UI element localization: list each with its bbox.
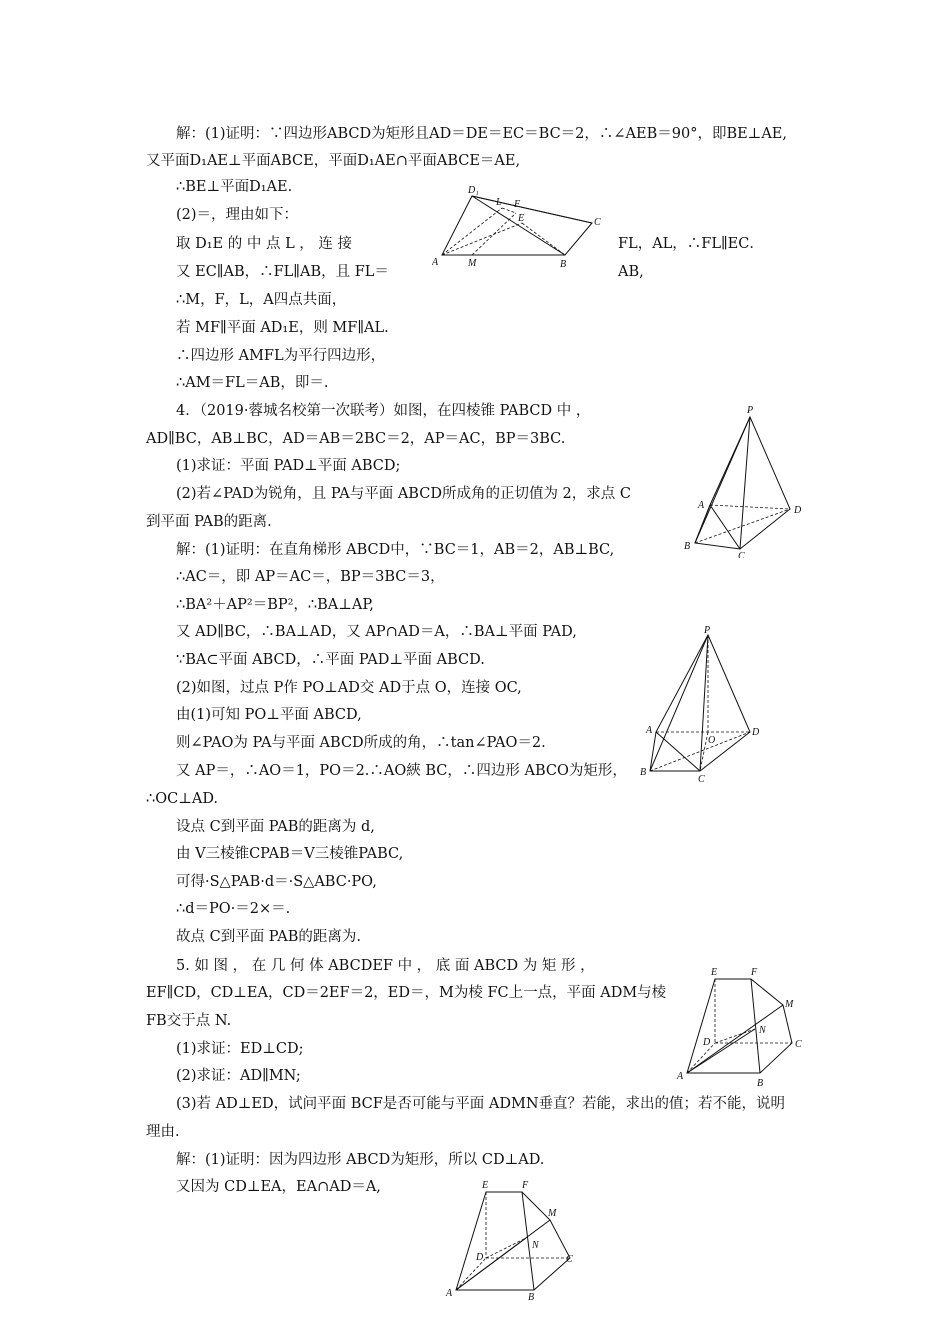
fig3-label: B xyxy=(640,767,647,778)
fig4-label: C xyxy=(795,1039,802,1050)
text-line: 理由. xyxy=(146,1124,180,1140)
fig2-outline xyxy=(695,417,790,549)
fig1-label: L xyxy=(496,197,502,208)
fig1-label: B xyxy=(560,259,567,270)
fig1-dash-mf xyxy=(472,213,516,255)
fig5-label: B xyxy=(528,1292,535,1303)
fig4-label: A xyxy=(677,1071,684,1082)
text-line: 又 AD∥BC，∴BA⊥AD，又 AP∩AD＝A，∴BA⊥平面 PAD, xyxy=(176,624,577,640)
text-line: 取 D₁E 的 中 点 L ， 连 接 xyxy=(176,236,353,252)
figure-folded-quad xyxy=(432,183,617,273)
text-line: 又 EC∥AB，∴FL∥AB，且 FL＝ xyxy=(176,264,389,280)
fig3-outline xyxy=(650,635,750,771)
figure-pyramid-2 xyxy=(638,625,768,785)
text-line: (3)若 AD⊥ED，试问平面 BCF是否可能与平面 ADMN垂直？若能，求出的值；若不能，说明 xyxy=(176,1096,786,1112)
text-line: ∴BE⊥平面D₁AE. xyxy=(176,179,293,195)
text-line: (1)求证：ED⊥CD; xyxy=(176,1041,304,1057)
fig5-label: D xyxy=(476,1252,484,1263)
fig5-label: F xyxy=(522,1180,529,1191)
text-line: 设点 C到平面 PAB的距离为 d, xyxy=(176,819,375,835)
fig2-label: A xyxy=(698,500,705,511)
text-line: ∴BA²＋AP²＝BP²，∴BA⊥AP, xyxy=(176,597,374,613)
fig4-label: B xyxy=(757,1078,764,1089)
text-line: ∴AM＝FL＝AB，即＝. xyxy=(176,375,329,391)
fig1-label: C xyxy=(594,217,601,228)
fig4-dash-dn xyxy=(715,1029,755,1043)
fig1-label: M xyxy=(468,258,477,269)
text-line: 若 MF∥平面 AD₁E，则 MF∥AL. xyxy=(176,320,389,336)
text-line: ∴d＝PO·＝2×＝. xyxy=(176,901,291,917)
fig1-label: F xyxy=(514,199,521,210)
text-line: (2)＝，理由如下： xyxy=(176,207,299,223)
figure-solid-1 xyxy=(675,963,815,1091)
fig1-label: E xyxy=(518,213,525,224)
text-line: (2)若∠PAD为锐角，且 PA与平面 ABCD所成角的正切值为 2，求点 C xyxy=(176,486,631,502)
text-line: 则∠PAO为 PA与平面 ABCD所成的角，∴tan∠PAO＝2. xyxy=(176,735,546,751)
text-line: (2)求证：AD∥MN; xyxy=(176,1068,301,1084)
text-line: 可得·S△PAB·d＝·S△ABC·PO, xyxy=(176,874,377,890)
fig2-label: C xyxy=(738,551,745,558)
fig5-label: E xyxy=(482,1180,489,1191)
fig3-label: O xyxy=(708,735,716,746)
fig1-dash-ae xyxy=(442,223,522,255)
fig5-label: A xyxy=(446,1288,453,1299)
text-line: ∵BA⊂平面 ABCD，∴平面 PAD⊥平面 ABCD. xyxy=(176,652,485,668)
text-line: 到平面 PAB的距离. xyxy=(146,514,272,530)
text-line: 又因为 CD⊥EA，EA∩AD＝A, xyxy=(176,1179,381,1195)
fig3-label: C xyxy=(698,774,705,785)
fig3-label: D xyxy=(752,727,760,738)
text-line: EF∥CD，CD⊥EA，CD＝2EF＝2，ED＝，M为棱 FC上一点，平面 ADM与棱 xyxy=(146,985,667,1001)
fig4-label: F xyxy=(751,967,758,978)
text-line: 由 V三棱锥CPAB＝V三棱锥PABC, xyxy=(176,846,404,862)
text-line: 5. 如 图 ， 在 几 何 体 ABCDEF 中 ， 底 面 ABCD 为 矩 形 ， xyxy=(176,958,595,974)
fig4-edge-am xyxy=(687,1005,783,1073)
fig4-label: D xyxy=(703,1037,711,1048)
figure-pyramid-1 xyxy=(680,403,815,558)
fig2-label: P xyxy=(747,405,754,416)
fig2-label: D xyxy=(794,505,802,516)
text-line: 又 AP＝，∴AO＝1，PO＝2.∴AO綊 BC，∴四边形 ABCO为矩形， xyxy=(176,763,627,779)
text-line: 解：(1)证明：在直角梯形 ABCD中，∵BC＝1，AB＝2，AB⊥BC, xyxy=(176,542,615,558)
text-line: ∴M，F，L，A四点共面， xyxy=(176,292,347,308)
text-line: FB交于点 N. xyxy=(146,1013,232,1029)
text-line: ∴四边形 AMFL为平行四边形， xyxy=(176,348,386,364)
figure-solid-2 xyxy=(442,1178,582,1303)
fig3-label: A xyxy=(646,725,653,736)
text-line: 由(1)可知 PO⊥平面 ABCD, xyxy=(176,707,362,723)
fig1-dash-eb xyxy=(522,223,565,255)
fig5-label: N xyxy=(532,1240,539,1251)
fig4-label: M xyxy=(785,999,794,1010)
fig5-dash-dn xyxy=(486,1238,526,1258)
text-line: FL，AL，∴FL∥EC． xyxy=(618,236,764,252)
text-line: ∴AC＝，即 AP＝AC＝，BP＝3BC＝3， xyxy=(176,569,445,585)
text-line: 4．（2019·蓉城名校第一次联考）如图，在四棱锥 PABCD 中 ， xyxy=(176,403,591,419)
fig4-label: E xyxy=(711,967,718,978)
text-line: (1)求证：平面 PAD⊥平面 ABCD; xyxy=(176,458,401,474)
fig3-label: P xyxy=(704,625,711,636)
fig5-outline xyxy=(456,1192,570,1290)
fig1-label: A xyxy=(432,257,439,268)
fig4-outline xyxy=(687,979,792,1073)
text-line: AD∥BC，AB⊥BC，AD＝AB＝2BC＝2，AP＝AC，BP＝3BC. xyxy=(146,431,566,447)
fig5-label: C xyxy=(566,1254,573,1265)
text-line: (2)如图，过点 P作 PO⊥AD交 AD于点 O，连接 OC, xyxy=(176,680,522,696)
text-line: 又平面D₁AE⊥平面ABCE，平面D₁AE∩平面ABCE＝AE, xyxy=(146,153,521,169)
text-line: 解：(1)证明：因为四边形 ABCD为矩形，所以 CD⊥AD. xyxy=(176,1152,545,1168)
text-line: ∴OC⊥AD. xyxy=(146,791,219,807)
fig4-label: N xyxy=(759,1025,766,1036)
text-line: AB, xyxy=(618,264,644,280)
text-line: 解：(1)证明：∵四边形ABCD为矩形且AD＝DE＝EC＝BC＝2，∴∠AEB＝90°，即BE⊥AE, xyxy=(176,126,787,142)
fig2-dash-ad xyxy=(710,505,790,509)
fig5-label: M xyxy=(548,1208,557,1219)
fig2-label: B xyxy=(684,541,691,552)
fig1-label: D₁ xyxy=(468,185,479,196)
fig1-dash-al xyxy=(442,208,502,255)
text-line: 故点 C到平面 PAB的距离为. xyxy=(176,929,361,945)
